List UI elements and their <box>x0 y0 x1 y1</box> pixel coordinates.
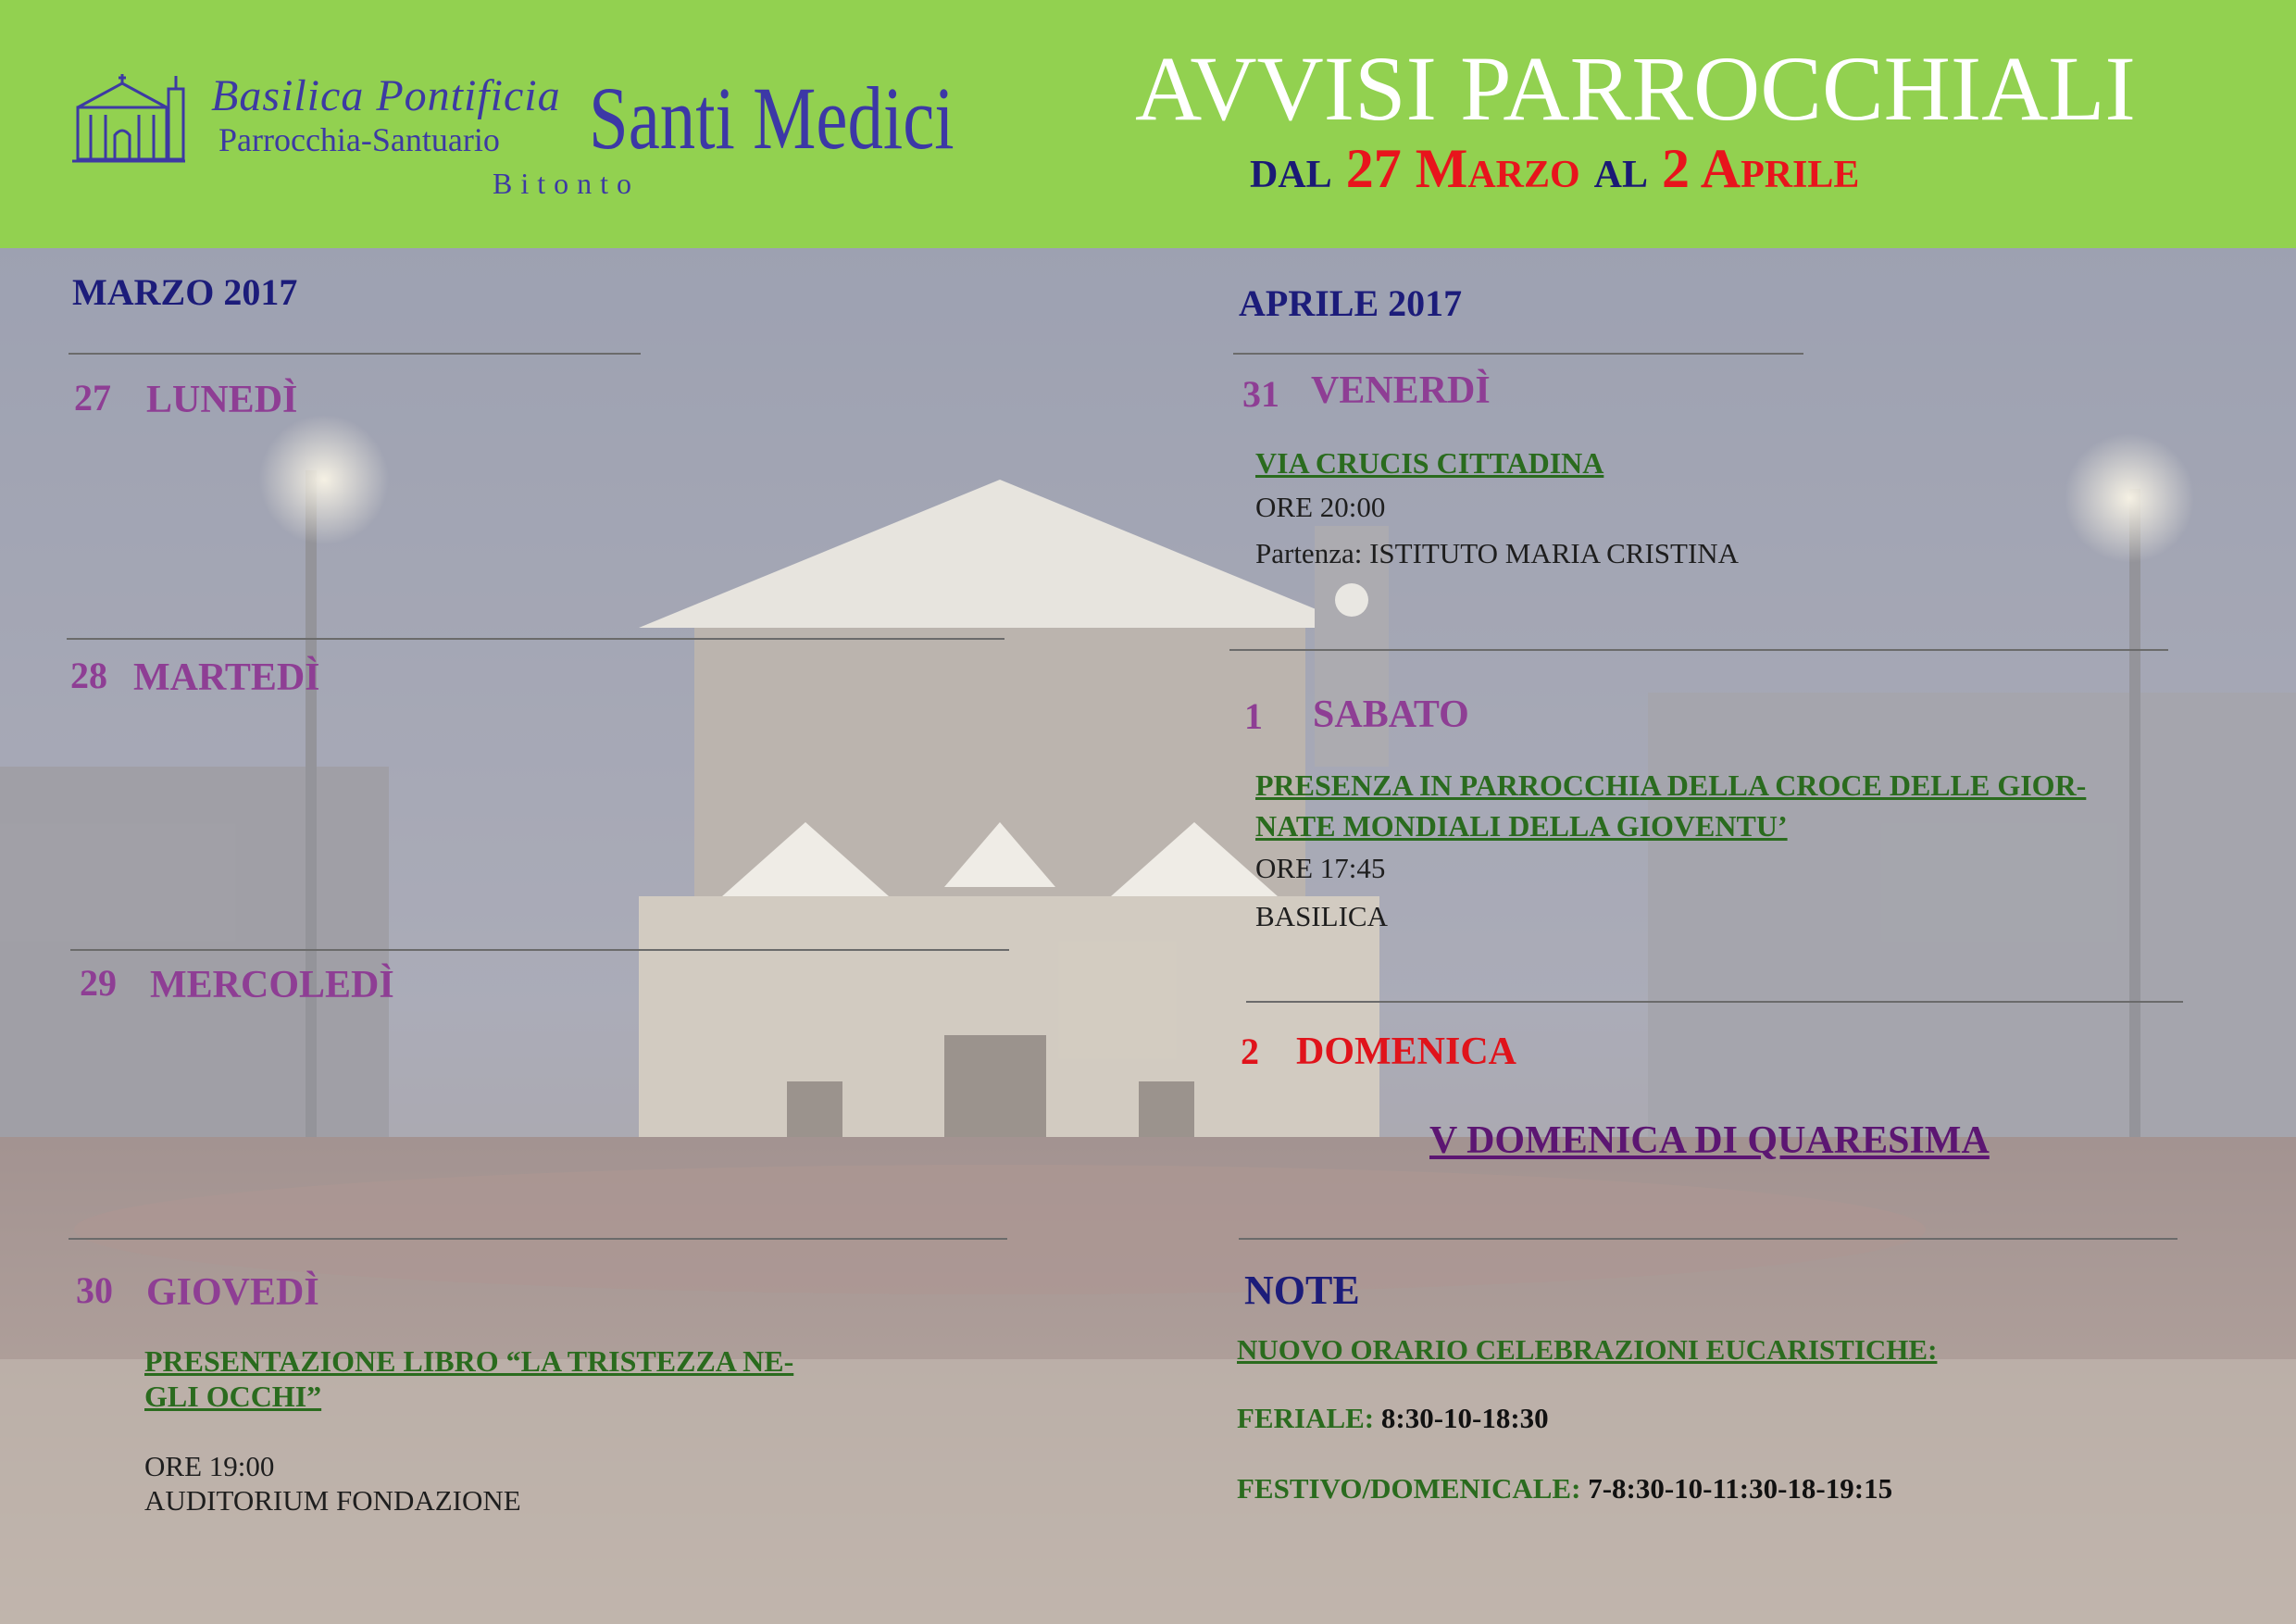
divider <box>1246 1001 2183 1003</box>
schedule-holiday-label: FESTIVO/DOMENICALE: <box>1237 1472 1581 1505</box>
date-range-dal: dal <box>1250 138 1332 199</box>
day-name: SABATO <box>1313 693 1469 736</box>
day-number: 2 <box>1241 1031 1259 1072</box>
day-number: 28 <box>70 655 107 696</box>
event-time: ORE 19:00 <box>144 1450 275 1482</box>
divider <box>69 353 641 355</box>
event-time: ORE 17:45 <box>1255 852 1386 884</box>
day-name: MARTEDÌ <box>133 656 320 699</box>
date-range-from-month: Marzo <box>1415 138 1580 199</box>
event-place: Partenza: ISTITUTO MARIA CRISTINA <box>1255 537 1740 569</box>
event-time: ORE 20:00 <box>1255 491 1386 523</box>
logo-name: Santi Medici <box>589 69 955 168</box>
event-place: AUDITORIUM FONDAZIONE <box>144 1484 521 1517</box>
notes-heading: NUOVO ORARIO CELEBRAZIONI EUCARISTICHE: <box>1237 1333 1938 1366</box>
month-heading-march: MARZO 2017 <box>72 271 298 313</box>
divider <box>69 1238 1007 1240</box>
logo-basilica-text: Basilica Pontificia <box>211 71 561 120</box>
day-number: 29 <box>80 962 117 1004</box>
header-band <box>0 0 2296 248</box>
schedule-weekday <box>1237 1402 1549 1435</box>
month-heading-april: APRILE 2017 <box>1239 282 1463 324</box>
divider <box>70 949 1009 951</box>
day-name: LUNEDÌ <box>146 379 298 421</box>
date-range-to-month: Aprile <box>1700 138 1860 199</box>
day-name: VENERDÌ <box>1311 369 1491 412</box>
event-title: GLI OCCHI” <box>144 1380 322 1413</box>
logo-city-text: Bitonto <box>493 167 641 200</box>
day-number: 1 <box>1244 695 1263 737</box>
day-name: GIOVEDÌ <box>146 1271 319 1314</box>
date-range-from-day: 27 <box>1345 138 1402 199</box>
notes-title: NOTE <box>1244 1268 1360 1313</box>
event-place: BASILICA <box>1255 900 1388 932</box>
day-number: 30 <box>76 1269 113 1311</box>
date-range-to-day: 2 <box>1662 138 1691 199</box>
day-number: 31 <box>1242 373 1279 415</box>
divider <box>1229 649 2168 651</box>
logo-parrocchia-text: Parrocchia-Santuario <box>218 121 500 158</box>
divider <box>1233 353 1803 355</box>
schedule-weekday-value: 8:30-10-18:30 <box>1380 1402 1549 1434</box>
date-range <box>1250 137 2268 201</box>
photo-overlay <box>0 248 2296 1624</box>
page-title: AVVISI PARROCCHIALI <box>1135 37 2136 140</box>
schedule-holiday <box>1237 1472 1892 1505</box>
event-title: PRESENTAZIONE LIBRO “LA TRISTEZZA NE- <box>144 1344 794 1378</box>
day-number: 27 <box>74 377 111 418</box>
schedule-holiday-value: 7-8:30-10-11:30-18-19:15 <box>1588 1472 1893 1505</box>
event-title: PRESENZA IN PARROCCHIA DELLA CROCE DELLE GIOR- <box>1255 768 2087 802</box>
date-range-al: al <box>1593 138 1649 199</box>
divider <box>1239 1238 2177 1240</box>
divider <box>67 638 1004 640</box>
church-icon <box>69 70 189 167</box>
day-name: DOMENICA <box>1296 1031 1516 1073</box>
event-title: V DOMENICA DI QUARESIMA <box>1429 1119 1990 1162</box>
event-title: VIA CRUCIS CITTADINA <box>1255 446 1604 480</box>
schedule-weekday-label: FERIALE: <box>1237 1402 1375 1434</box>
day-name: MERCOLEDÌ <box>150 964 394 1006</box>
event-title: NATE MONDIALI DELLA GIOVENTU’ <box>1255 809 1788 843</box>
